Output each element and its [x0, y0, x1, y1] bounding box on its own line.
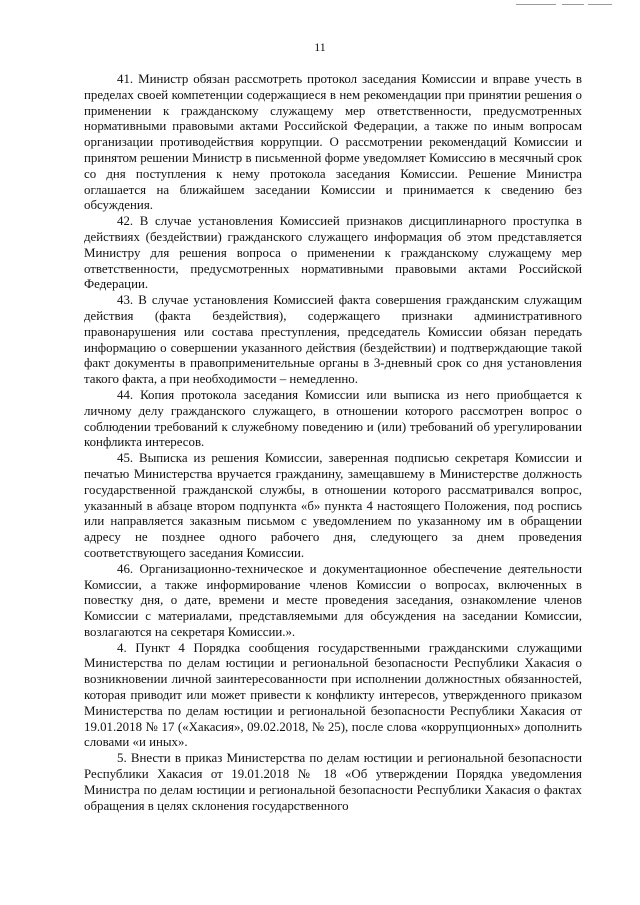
- paragraph-41: 41. Министр обязан рассмотреть протокол заседания Комиссии и вправе учесть в пределах своей компетенции содержащиеся в нем рекомендации при принятии решения о применении к гражданскому служащему мер ответственности, предусмотренных нормативными правовыми актами Российской Федерации, а также по иным вопросам организации противодействия коррупции. О рассмотрении рекомендаций Комиссии и принятом решении Министр в письменной форме уведомляет Комиссию в месячный срок со дня поступления к нему протокола заседания Комиссии. Решение Министра оглашается на ближайшем заседании Комиссии и принимается к сведению без обсуждения.: [84, 72, 582, 213]
- paragraph-item-4: 4. Пункт 4 Порядка сообщения государственными гражданскими служащими Министерства по делам юстиции и региональной безопасности Республики Хакасия о возникновении личной заинтересованности при исполнении должностных обязанностей, которая приводит или может привести к конфликту интересов, утвержденного приказом Министерства по делам юстиции и региональной безопасности Республики Хакасия от 19.01.2018 № 17 («Хакасия», 09.02.2018, № 25), после слова «коррупционных» дополнить словами «и иных».: [84, 640, 582, 750]
- paragraph-45: 45. Выписка из решения Комиссии, заверенная подписью секретаря Комиссии и печатью Министерства вручается гражданину, замещавшему в Министерстве должность государственной гражданской службы, в отношении которого рассматривался вопрос, указанный в абзаце втором подпункта «б» пункта 4 настоящего Положения, под роспись или направляется заказным письмом с уведомлением по указанному им в обращении адресу не позднее одного рабочего дня, следующего за днем проведения соответствующего заседания Комиссии.: [84, 451, 582, 560]
- scan-mark: [516, 4, 616, 6]
- page-number: 11: [314, 40, 326, 54]
- paragraph-46: 46. Организационно-техническое и документационное обеспечение деятельности Комиссии, а также информирование членов Комиссии о вопросах, включенных в повестку дня, о дате, времени и месте проведения заседания, ознакомление членов Комиссии с материалами, представляемыми для обсуждения на заседании Комиссии, возлагаются на секретаря Комиссии.».: [84, 561, 582, 639]
- document-body: [84, 72, 582, 814]
- paragraph-42: 42. В случае установления Комиссией признаков дисциплинарного проступка в действиях (бездействии) гражданского служащего информация об этом представляется Министру для решения вопроса о применении к гражданскому служащему мер ответственности, предусмотренных нормативными правовыми актами Российской Федерации.: [84, 214, 582, 292]
- paragraph-item-5: 5. Внести в приказ Министерства по делам юстиции и региональной безопасности Республики Хакасия от 19.01.2018 № 18 «Об утверждении Порядка уведомления Министра по делам юстиции и региональной безопасности Республики Хакасия о фактах обращения в целях склонения государственного: [84, 751, 582, 813]
- paragraph-44: 44. Копия протокола заседания Комиссии или выписка из него приобщается к личному делу гражданского служащего, в отношении которого рассмотрен вопрос о соблюдении требований к служебному поведению и (или) требований об урегулировании конфликта интересов.: [84, 387, 582, 450]
- paragraph-43: 43. В случае установления Комиссией факта совершения гражданским служащим действия (факта бездействия), содержащего признаки административного правонарушения или состава преступления, председатель Комиссии обязан передать информацию о совершении указанного действия (бездействии) и подтверждающие такой факт документы в правоприменительные органы в 3-дневный срок со дня установления такого факта, а при необходимости – немедленно.: [84, 293, 582, 387]
